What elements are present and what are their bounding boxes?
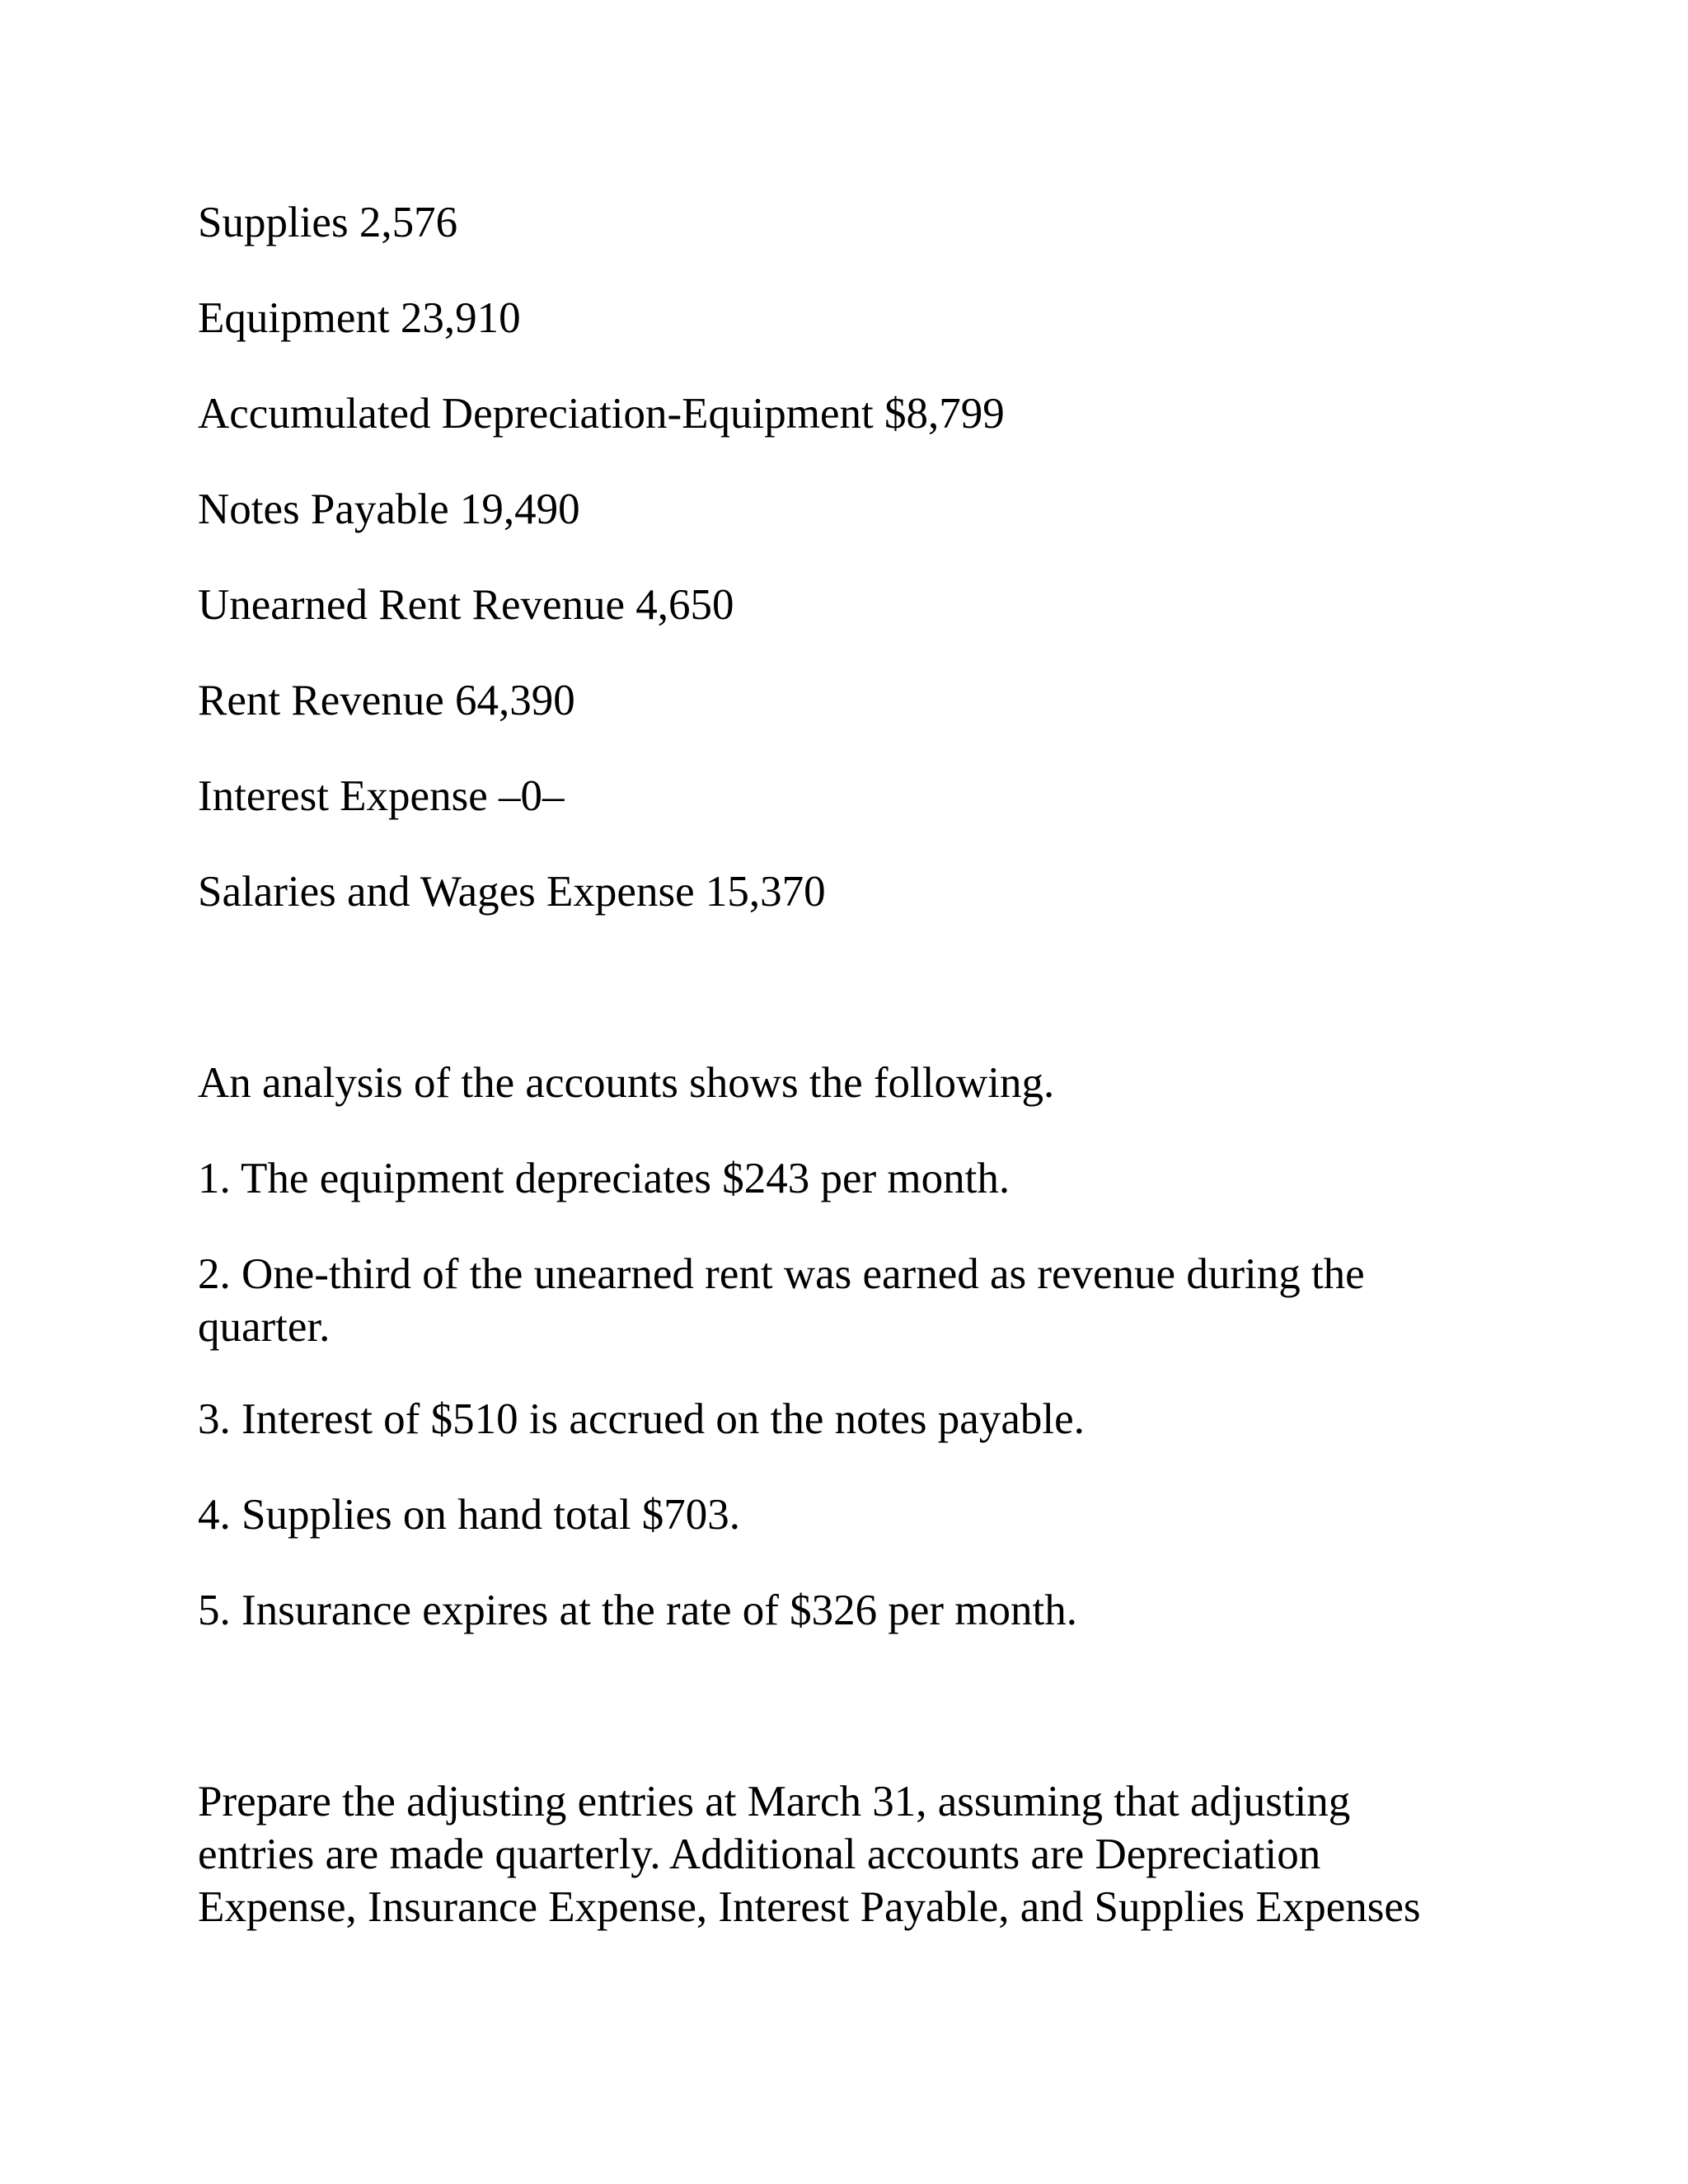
instruction-paragraph: Prepare the adjusting entries at March 31, assuming that adjusting entries are made quarterly. Additional accounts are Depreciation Expense, Insurance Expense, Interest Payable, and Supplies Expenses — [198, 1778, 1421, 1931]
analysis-item: 3. Interest of $510 is accrued on the notes payable. — [198, 1395, 1085, 1443]
account-line-equipment: Equipment 23,910 — [198, 294, 521, 342]
analysis-item: 1. The equipment depreciates $243 per month. — [198, 1155, 1010, 1202]
account-line-notes-payable: Notes Payable 19,490 — [198, 485, 580, 533]
account-line-supplies: Supplies 2,576 — [198, 199, 458, 246]
account-line-rent-revenue: Rent Revenue 64,390 — [198, 677, 575, 724]
analysis-item: 2. One-third of the unearned rent was earned as revenue during the quarter. — [198, 1250, 1365, 1351]
account-line-unearned-rent-revenue: Unearned Rent Revenue 4,650 — [198, 581, 734, 629]
analysis-item: 4. Supplies on hand total $703. — [198, 1491, 741, 1539]
analysis-item: 5. Insurance expires at the rate of $326 per month. — [198, 1586, 1077, 1634]
account-line-salaries-wages-expense: Salaries and Wages Expense 15,370 — [198, 868, 826, 916]
account-line-interest-expense: Interest Expense –0– — [198, 772, 565, 820]
account-line-accumulated-depreciation: Accumulated Depreciation-Equipment $8,799 — [198, 390, 1005, 438]
analysis-intro: An analysis of the accounts shows the following. — [198, 1059, 1055, 1107]
